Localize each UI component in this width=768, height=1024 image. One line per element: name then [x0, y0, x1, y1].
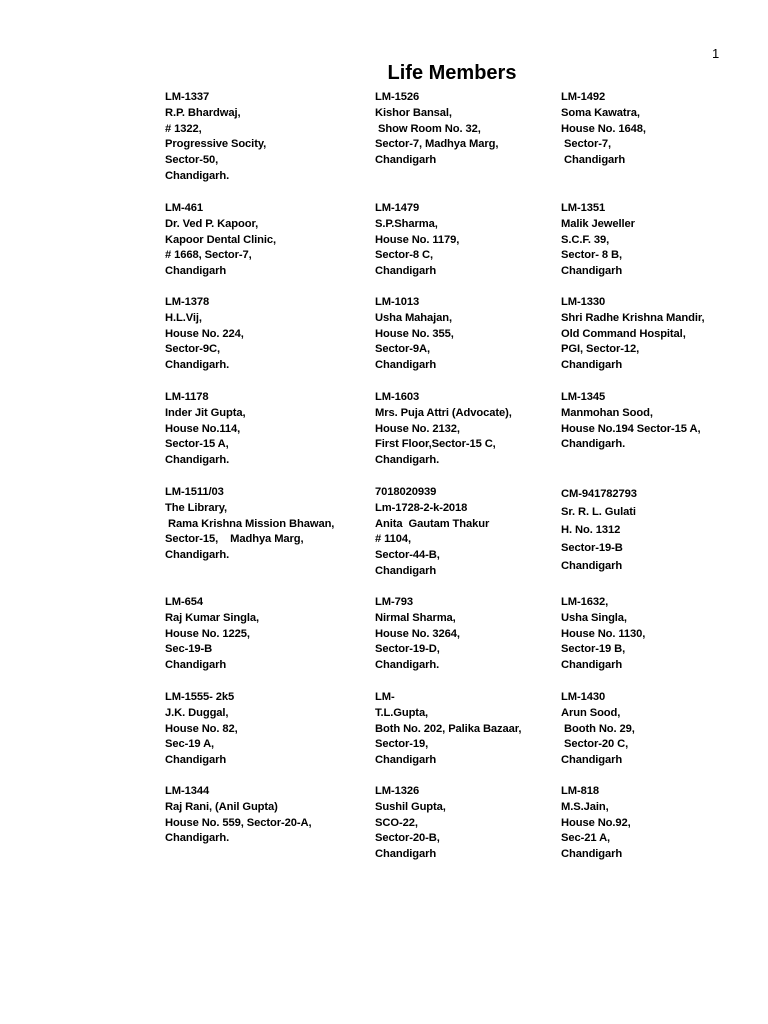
member-address-line: House No. 1648,	[561, 122, 646, 135]
member-address-line: PGI, Sector-12,	[561, 343, 640, 356]
member-entry	[165, 390, 355, 469]
member-address-line: Chandigarh	[165, 659, 227, 672]
member-id: LM-793	[375, 596, 413, 608]
member-address-line: S.P.Sharma,	[375, 217, 438, 230]
member-entry	[561, 390, 741, 453]
member-address-line: The Library,	[165, 501, 228, 514]
member-address-line: Raj Rani, (Anil Gupta)	[165, 800, 278, 813]
member-address-line: Progressive Socity,	[165, 138, 267, 151]
member-id: LM-1344	[165, 785, 210, 797]
member-address-line: Soma Kawatra,	[561, 106, 640, 119]
member-address-line: House No. 559, Sector-20-A,	[165, 816, 312, 829]
member-address-line: Kishor Bansal,	[375, 106, 452, 119]
member-address-line: Sector-44-B,	[375, 549, 440, 562]
member-id: LM-461	[165, 202, 203, 214]
member-address-line: Chandigarh	[375, 848, 437, 861]
member-address-line: Chandigarh	[561, 848, 623, 861]
member-entry	[375, 390, 555, 469]
member-entry	[165, 201, 355, 280]
member-entry	[561, 595, 741, 674]
member-address-line: Sector-7,	[561, 138, 611, 151]
member-address-line: House No. 355,	[375, 327, 454, 340]
member-address-line: First Floor,Sector-15 C,	[375, 438, 496, 451]
member-address-line: # 1668, Sector-7,	[165, 249, 252, 262]
member-address-line: Chandigarh.	[165, 454, 230, 467]
member-entry	[165, 784, 355, 847]
member-address-line: Mrs. Puja Attri (Advocate),	[375, 406, 512, 419]
member-address-line: Chandigarh	[375, 359, 437, 372]
member-address-line: Malik Jeweller	[561, 217, 635, 230]
member-address-line: Sector-19-B	[561, 542, 623, 554]
member-address-line: Chandigarh	[561, 359, 623, 372]
member-address-line: Sector-50,	[165, 154, 219, 167]
member-entry	[165, 295, 355, 374]
member-address-line: Sector-7, Madhya Marg,	[375, 138, 499, 151]
member-id: LM-1430	[561, 691, 606, 703]
member-id: LM-1492	[561, 91, 606, 103]
member-address-line: House No. 3264,	[375, 627, 460, 640]
member-address-line: Usha Singla,	[561, 611, 627, 624]
member-address-line: Sector-20 C,	[561, 738, 629, 751]
member-id: LM-1178	[165, 391, 209, 403]
member-id: LM-1603	[375, 391, 420, 403]
member-id: LM-1555- 2k5	[165, 691, 235, 703]
member-id: LM-1013	[375, 296, 420, 308]
member-entry	[375, 784, 555, 863]
member-address-line: Rama Krishna Mission Bhawan,	[165, 517, 335, 530]
member-address-line: Chandigarh.	[561, 438, 626, 451]
member-address-line: Chandigarh	[561, 154, 626, 167]
member-address-line: Show Room No. 32,	[375, 122, 481, 135]
member-address-line: Shri Radhe Krishna Mandir,	[561, 311, 705, 324]
member-entry	[561, 690, 741, 769]
member-address-line: Sushil Gupta,	[375, 800, 446, 813]
member-address-line: Sector-19,	[375, 738, 429, 751]
member-entry	[165, 595, 355, 674]
member-id: LM-	[375, 691, 395, 703]
member-address-line: House No. 1130,	[561, 627, 646, 640]
member-address-line: Chandigarh	[165, 754, 227, 767]
member-address-line: Booth No. 29,	[561, 722, 635, 735]
member-address-line: T.L.Gupta,	[375, 706, 429, 719]
member-id: LM-1511/03	[165, 486, 224, 498]
member-entry	[165, 690, 355, 769]
member-address-line: Sector-8 C,	[375, 249, 433, 262]
member-address-line: Nirmal Sharma,	[375, 611, 456, 624]
member-address-line: House No.114,	[165, 422, 241, 435]
member-id: LM-818	[561, 785, 599, 797]
page-number: 1	[712, 46, 720, 61]
member-address-line: House No. 224,	[165, 327, 244, 340]
member-id: CM-941782793	[561, 488, 637, 500]
member-id: 7018020939	[375, 486, 437, 498]
member-address-line: SCO-22,	[375, 816, 418, 829]
member-address-line: Chandigarh.	[165, 169, 230, 182]
member-entry	[375, 201, 555, 280]
member-address-line: Chandigarh.	[375, 659, 440, 672]
member-entry	[165, 90, 355, 185]
member-address-line: Raj Kumar Singla,	[165, 611, 260, 624]
member-address-line: Chandigarh	[375, 154, 437, 167]
member-entry	[375, 595, 555, 674]
member-address-line: Sector- 8 B,	[561, 249, 622, 262]
member-entry	[561, 295, 741, 374]
page-title: Life Members	[387, 62, 517, 84]
member-address-line: Chandigarh.	[165, 549, 230, 562]
member-address-line: House No. 82,	[165, 722, 238, 735]
member-id: LM-654	[165, 596, 203, 608]
member-address-line: Anita Gautam Thakur	[375, 517, 490, 530]
member-address-line: Chandigarh	[375, 564, 437, 577]
member-id: LM-1479	[375, 202, 420, 214]
member-address-line: Sector-15 A,	[165, 438, 229, 451]
member-entry	[375, 485, 555, 580]
member-address-line: House No. 2132,	[375, 422, 460, 435]
member-entry	[375, 295, 555, 374]
member-address-line: Sr. R. L. Gulati	[561, 506, 636, 518]
member-address-line: Sector-19-D,	[375, 643, 440, 656]
member-address-line: S.C.F. 39,	[561, 233, 610, 246]
member-entry	[561, 201, 741, 280]
member-address-line: House No. 1179,	[375, 233, 460, 246]
member-address-line: Sec-19 A,	[165, 738, 215, 751]
member-address-line: H.L.Vij,	[165, 311, 202, 324]
member-address-line: Sector-9C,	[165, 343, 220, 356]
member-address-line: Inder Jit Gupta,	[165, 406, 246, 419]
member-address-line: Kapoor Dental Clinic,	[165, 233, 277, 246]
member-address-line: Sec-21 A,	[561, 832, 611, 845]
member-address-line: House No. 1225,	[165, 627, 250, 640]
member-id: LM-1330	[561, 296, 606, 308]
member-id: LM-1526	[375, 91, 420, 103]
member-id: LM-1351	[561, 202, 606, 214]
member-address-line: Old Command Hospital,	[561, 327, 686, 340]
member-entry	[561, 90, 741, 169]
member-address-line: Sector-19 B,	[561, 643, 626, 656]
member-address-line: J.K. Duggal,	[165, 706, 229, 719]
member-address-line: Sector-20-B,	[375, 832, 440, 845]
member-entry	[375, 90, 555, 169]
member-address-line: Manmohan Sood,	[561, 406, 653, 419]
member-entry	[561, 784, 741, 863]
member-address-line: Chandigarh	[561, 560, 623, 572]
member-address-line: Sec-19-B	[165, 643, 213, 656]
member-entry	[165, 485, 355, 564]
member-id: LM-1378	[165, 296, 210, 308]
member-address-line: Usha Mahajan,	[375, 311, 453, 324]
member-address-line: Sector-9A,	[375, 343, 430, 356]
member-entry	[561, 485, 741, 575]
member-address-line: Arun Sood,	[561, 706, 621, 719]
member-address-line: Chandigarh	[165, 265, 227, 278]
member-address-line: Lm-1728-2-k-2018	[375, 501, 468, 514]
member-address-line: H. No. 1312	[561, 524, 621, 536]
member-address-line: Chandigarh	[375, 265, 437, 278]
member-id: LM-1326	[375, 785, 420, 797]
member-address-line: Chandigarh.	[165, 832, 230, 845]
member-address-line: Chandigarh.	[375, 454, 440, 467]
member-id: LM-1337	[165, 91, 210, 103]
member-id: LM-1632,	[561, 596, 609, 608]
member-id: LM-1345	[561, 391, 606, 403]
member-address-line: Chandigarh.	[165, 359, 230, 372]
member-address-line: Chandigarh	[375, 754, 437, 767]
member-address-line: Sector-15, Madhya Marg,	[165, 533, 304, 546]
member-address-line: # 1104,	[375, 533, 412, 546]
member-address-line: Chandigarh	[561, 754, 623, 767]
member-address-line: House No.194 Sector-15 A,	[561, 422, 701, 435]
member-address-line: Chandigarh	[561, 265, 623, 278]
member-address-line: R.P. Bhardwaj,	[165, 106, 241, 119]
member-address-line: House No.92,	[561, 816, 631, 829]
member-entry	[375, 690, 555, 769]
member-address-line: M.S.Jain,	[561, 800, 609, 813]
member-address-line: # 1322,	[165, 122, 202, 135]
member-address-line: Dr. Ved P. Kapoor,	[165, 217, 259, 230]
member-address-line: Chandigarh	[561, 659, 623, 672]
member-address-line: Both No. 202, Palika Bazaar,	[375, 722, 522, 735]
